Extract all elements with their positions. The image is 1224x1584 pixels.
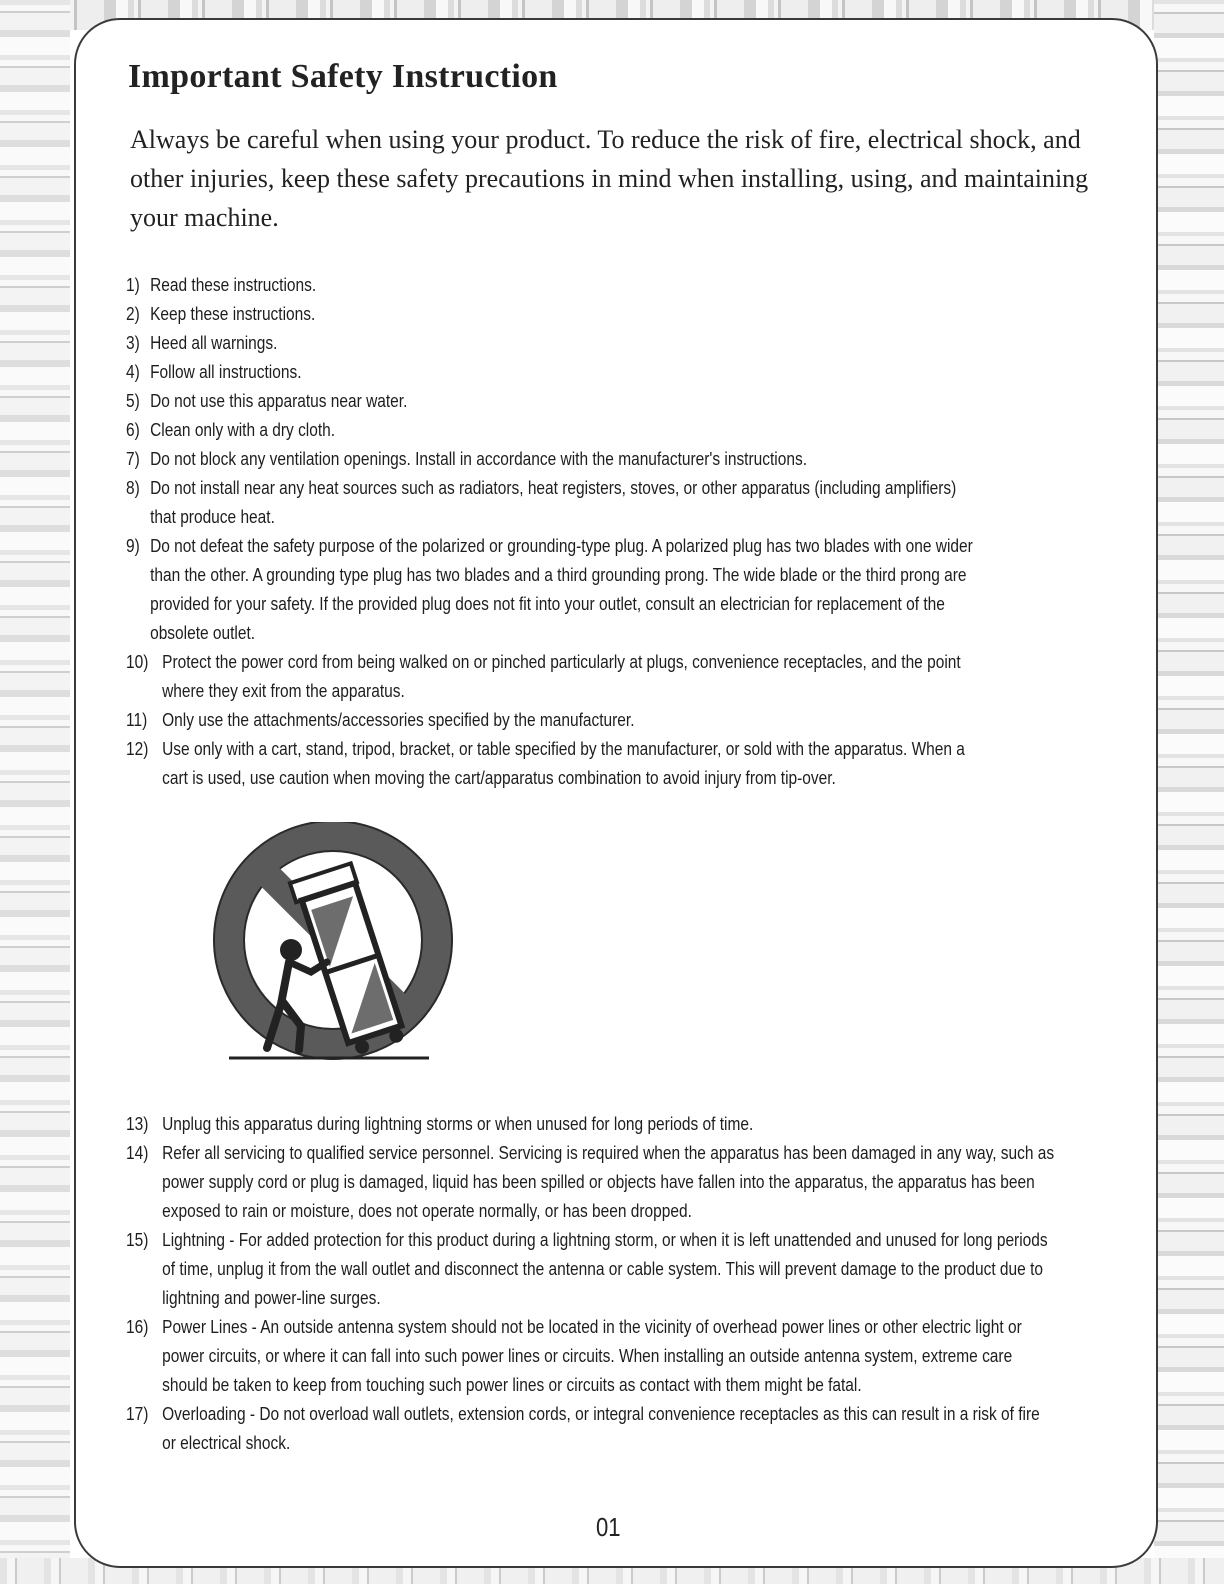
list-item [126,1400,1055,1458]
scan-frame-left [0,0,70,1584]
page-title: Important Safety Instruction [128,58,558,95]
cart-tip-over-warning-icon [205,822,465,1072]
list-item-text: Unplug this apparatus during lightning storms or when unused for long periods of time. [162,1114,754,1134]
list-item [126,706,977,735]
list-item-number: 12) [126,739,149,759]
instruction-list-part2 [126,1110,1055,1458]
list-item-text: Follow all instructions. [150,362,302,382]
list-item-text: Heed all warnings. [150,333,278,353]
list-item-number: 10) [126,652,149,672]
list-item-number: 13) [126,1114,149,1134]
instruction-list-part1 [126,271,977,793]
list-item [126,1226,1055,1313]
list-item-number: 2) [126,304,140,324]
list-item-number: 15) [126,1230,149,1250]
list-item-text: Refer all servicing to qualified service personnel. Servicing is required when the apparatus has been damaged in any way, such as power supply cord or plug is damaged, liquid has been spilled or objects have fallen into the apparatus, the apparatus has been exposed to rain or moisture, does not operate normally, or has been dropped. [162,1143,1055,1221]
list-item-text: Do not block any ventilation openings. Install in accordance with the manufacturer's instructions. [150,449,807,469]
list-item-text: Do not install near any heat sources such as radiators, heat registers, stoves, or other apparatus (including amplifiers) that produce heat. [150,478,957,527]
list-item-number: 8) [126,478,140,498]
list-item [126,1110,1055,1139]
list-item [126,329,977,358]
page-number: 01 [596,1512,621,1542]
list-item-number: 1) [126,275,140,295]
list-item-number: 16) [126,1317,149,1337]
list-item-number: 9) [126,536,140,556]
list-item [126,1139,1055,1226]
list-item-number: 5) [126,391,140,411]
list-item-number: 17) [126,1404,149,1424]
list-item [126,416,977,445]
list-item [126,648,977,706]
list-item-text: Keep these instructions. [150,304,316,324]
list-item-text: Do not defeat the safety purpose of the polarized or grounding-type plug. A polarized plug has two blades with one wider than the other. A grounding type plug has two blades and a third grounding prong. The wide blade or the third prong are provided for your safety. If the provided plug does not fit into your outlet, consult an electrician for replacement of the obsolete outlet. [150,536,973,643]
list-item [126,358,977,387]
list-item-number: 7) [126,449,140,469]
list-item-text: Use only with a cart, stand, tripod, bracket, or table specified by the manufacturer, or sold with the apparatus. When a cart is used, use caution when moving the cart/apparatus combination to avoid injury from tip-over. [162,739,965,788]
list-item-text: Power Lines - An outside antenna system should not be located in the vicinity of overhead power lines or other electric light or power circuits, or where it can fall into such power lines or circuits. When installing an outside antenna system, extreme care should be taken to keep from touching such power lines or circuits as contact with them might be fatal. [162,1317,1022,1395]
list-item-number: 4) [126,362,140,382]
list-item [126,445,977,474]
list-item-text: Clean only with a dry cloth. [150,420,336,440]
list-item-text: Do not use this apparatus near water. [150,391,408,411]
list-item-number: 6) [126,420,140,440]
list-item [126,474,977,532]
list-item-number: 11) [126,710,148,730]
list-item-text: Read these instructions. [150,275,317,295]
list-item-text: Lightning - For added protection for this product during a lightning storm, or when it is left unattended and unused for long periods of time, unplug it from the wall outlet and disconnect the antenna or cable system. This will prevent damage to the product due to lightning and power-line surges. [162,1230,1048,1308]
cart-tip-over-symbol [205,822,465,1072]
list-item-number: 3) [126,333,140,353]
scan-frame-right [1154,0,1224,1584]
intro-paragraph: Always be careful when using your product. To reduce the risk of fire, electrical shock, and other injuries, keep these safety precautions in mind when installing, using, and maintaining your machine. [130,125,1089,232]
list-item-text: Protect the power cord from being walked on or pinched particularly at plugs, convenience receptacles, and the point where they exit from the apparatus. [162,652,961,701]
list-item-text: Overloading - Do not overload wall outlets, extension cords, or integral convenience receptacles as this can result in a risk of fire or electrical shock. [162,1404,1040,1453]
list-item [126,271,977,300]
list-item [126,735,977,793]
list-item [126,532,977,648]
list-item [126,387,977,416]
list-item [126,1313,1055,1400]
list-item-text: Only use the attachments/accessories specified by the manufacturer. [162,710,635,730]
list-item-number: 14) [126,1143,149,1163]
list-item [126,300,977,329]
